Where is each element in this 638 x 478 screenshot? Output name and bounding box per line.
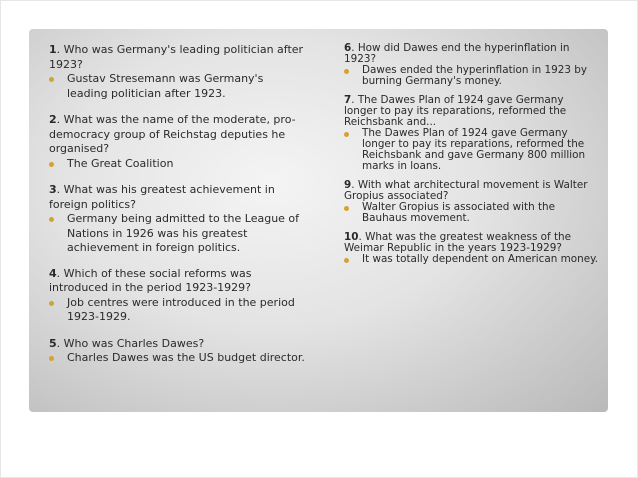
qa-item-2	[49, 113, 307, 171]
qa-item-9	[344, 180, 599, 224]
question-number: 1	[49, 43, 57, 56]
question-text: . What was his greatest achievement in foreign politics?	[49, 183, 275, 211]
qa-item-7	[344, 95, 599, 172]
answer-6	[344, 65, 599, 87]
left-column	[49, 43, 307, 378]
qa-item-6	[344, 43, 599, 87]
answer-text: The Dawes Plan of 1924 gave Germany longer to pay its reparations, reformed the Reichsbank and gave Germany 800 million marks in loans.	[362, 127, 586, 172]
answer-text: The Great Coalition	[67, 156, 174, 170]
answer-text: Walter Gropius is associated with the Bauhaus movement.	[362, 201, 556, 224]
content-panel	[29, 29, 608, 412]
answer-5	[49, 351, 307, 366]
answer-10	[344, 254, 599, 265]
right-column	[344, 43, 599, 273]
question-text: . What was the name of the moderate, pro-democracy group of Reichstag deputies he organised?	[49, 113, 296, 155]
qa-item-5	[49, 337, 307, 366]
bullet-icon	[344, 258, 349, 263]
answer-3	[49, 212, 307, 256]
answer-text: Gustav Stresemann was Germany's leading politician after 1923.	[67, 72, 264, 100]
answer-text: It was totally dependent on American money.	[362, 253, 599, 265]
answer-text: Germany being admitted to the League of Nations in 1926 was his greatest achievement in foreign politics.	[67, 212, 300, 254]
question-text: . What was the greatest weakness of the Weimar Republic in the years 1923-1929?	[344, 231, 572, 254]
bullet-icon	[344, 206, 349, 211]
question-number: 9	[344, 179, 352, 191]
answer-2	[49, 157, 307, 172]
question-10	[344, 232, 599, 254]
question-text: . With what architectural movement is Walter Gropius associated?	[344, 179, 588, 202]
answer-1	[49, 72, 307, 101]
question-number: 5	[49, 336, 57, 350]
question-5	[49, 337, 307, 352]
answer-text: Charles Dawes was the US budget director.	[67, 351, 305, 364]
bullet-icon	[49, 301, 54, 306]
qa-item-1	[49, 43, 307, 101]
question-text: . The Dawes Plan of 1924 gave Germany longer to pay its reparations, reformed the Reichsbank and...	[344, 94, 567, 128]
question-2	[49, 113, 307, 157]
question-text: . Who was Germany's leading politician after 1923?	[49, 43, 304, 71]
qa-item-4	[49, 267, 307, 325]
question-number: 7	[344, 94, 352, 106]
bullet-icon	[49, 77, 54, 82]
bullet-icon	[49, 217, 54, 222]
bullet-icon	[49, 162, 54, 167]
answer-4	[49, 296, 307, 325]
bullet-icon	[344, 132, 349, 137]
bullet-icon	[49, 356, 54, 361]
question-text: . Which of these social reforms was introduced in the period 1923-1929?	[49, 266, 252, 294]
question-number: 10	[344, 231, 359, 243]
answer-text: Dawes ended the hyperinflation in 1923 by burning Germany's money.	[362, 64, 588, 87]
question-number: 2	[49, 113, 57, 126]
answer-9	[344, 202, 599, 224]
question-4	[49, 267, 307, 296]
question-6	[344, 43, 599, 65]
question-text: . Who was Charles Dawes?	[56, 336, 205, 350]
bullet-icon	[344, 69, 349, 74]
question-9	[344, 180, 599, 202]
qa-item-3	[49, 183, 307, 256]
question-number: 3	[49, 183, 57, 196]
answer-7	[344, 128, 599, 172]
question-1	[49, 43, 307, 72]
question-text: . How did Dawes end the hyperinflation in 1923?	[344, 42, 570, 65]
answer-text: Job centres were introduced in the period 1923-1929.	[67, 295, 295, 323]
question-7	[344, 95, 599, 128]
qa-item-10	[344, 232, 599, 265]
question-3	[49, 183, 307, 212]
question-number: 4	[49, 266, 57, 280]
question-number: 6	[344, 42, 352, 54]
